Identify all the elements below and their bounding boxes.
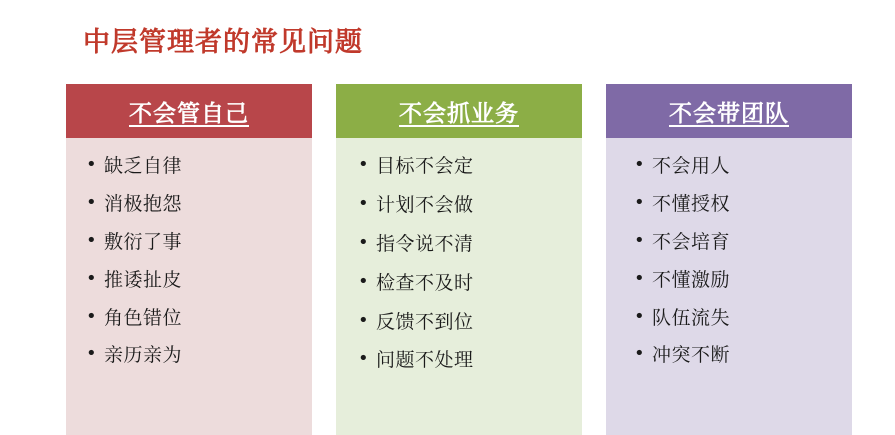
column-self-management (66, 84, 312, 435)
list-item: • 队伍流失 (634, 308, 852, 329)
column-header-business-management (336, 84, 582, 138)
column-header-label: 不会抓业务 (399, 100, 519, 127)
list-item: • 敷衍了事 (86, 232, 312, 253)
list-item: • 指令说不清 (358, 234, 582, 255)
list-team-leadership (606, 156, 852, 366)
column-body-team-leadership (606, 138, 852, 435)
list-item: • 计划不会做 (358, 195, 582, 216)
list-item: • 检查不及时 (358, 273, 582, 294)
list-item: • 反馈不到位 (358, 312, 582, 333)
column-team-leadership (606, 84, 852, 435)
column-body-self-management (66, 138, 312, 435)
list-item: • 问题不处理 (358, 350, 582, 371)
list-item: • 推诿扯皮 (86, 270, 312, 291)
list-item: • 缺乏自律 (86, 156, 312, 177)
list-item: • 不懂授权 (634, 194, 852, 215)
list-item: • 冲突不断 (634, 345, 852, 366)
column-header-team-leadership (606, 84, 852, 138)
column-header-label: 不会管自己 (129, 100, 249, 127)
list-item: • 不会用人 (634, 156, 852, 177)
list-self-management (66, 156, 312, 366)
list-business-management (336, 156, 582, 371)
columns-container (66, 84, 856, 435)
list-item: • 消极抱怨 (86, 194, 312, 215)
list-item: • 目标不会定 (358, 156, 582, 177)
list-item: • 角色错位 (86, 308, 312, 329)
list-item: • 不会培育 (634, 232, 852, 253)
column-header-label: 不会带团队 (669, 100, 789, 127)
column-business-management (336, 84, 582, 435)
column-header-self-management (66, 84, 312, 138)
list-item: • 不懂激励 (634, 270, 852, 291)
page-title: 中层管理者的常见问题 (83, 27, 363, 58)
column-body-business-management (336, 138, 582, 435)
list-item: • 亲历亲为 (86, 345, 312, 366)
